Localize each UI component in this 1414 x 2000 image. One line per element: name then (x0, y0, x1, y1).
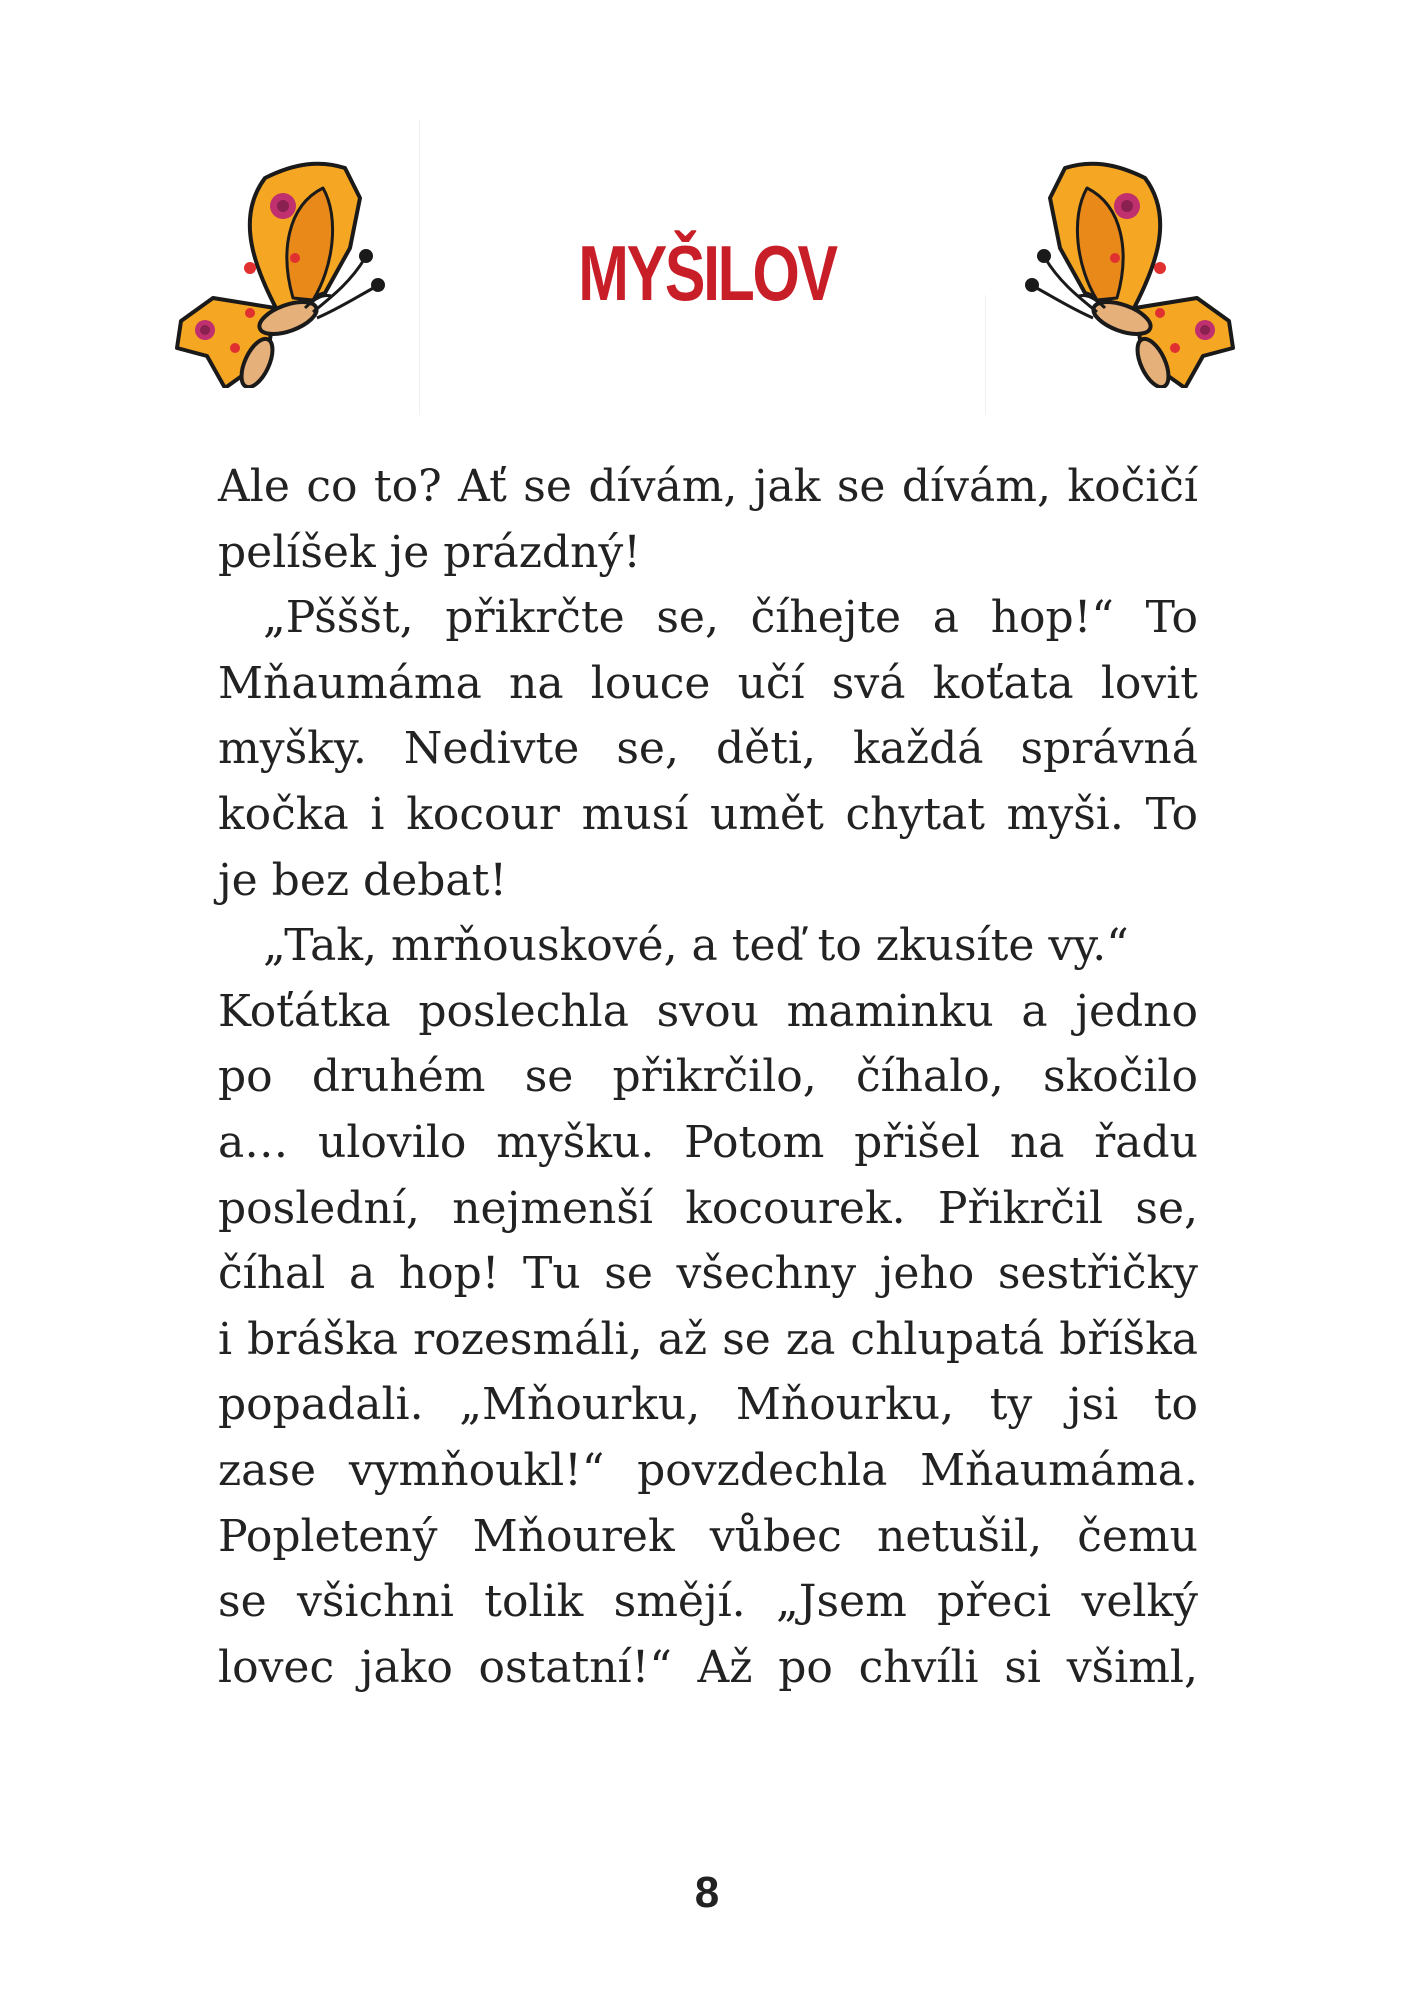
page-number: 8 (694, 1868, 720, 1917)
text-line: lovec jako ostatní!“ Až po chvíli si všiml, (218, 1641, 1198, 1693)
text-line: „Pšššt, přikrčte se, číhejte a hop!“ To (263, 592, 1198, 644)
text-line: Mňaumáma na louce učí svá koťata lovit (218, 657, 1198, 709)
text-line: a… ulovilo myšku. Potom přišel na řadu (218, 1116, 1198, 1168)
text-line: pelíšek je prázdný! (218, 526, 641, 578)
text-line: číhal a hop! Tu se všechny jeho sestřičky (218, 1248, 1198, 1300)
text-line: Popletený Mňourek vůbec netušil, čemu (218, 1510, 1198, 1562)
text-line: poslední, nejmenší kocourek. Přikrčil se, (218, 1182, 1198, 1234)
text-line: „Tak, mrňouskové, a teď to zkusíte vy.“ (263, 920, 1129, 972)
text-line: popadali. „Mňourku, Mňourku, ty jsi to (218, 1379, 1198, 1431)
text-line: kočka i kocour musí umět chytat myši. To (218, 788, 1198, 840)
butterfly-icon-right (1005, 158, 1255, 388)
text-line: myšky. Nedivte se, děti, každá správná (218, 723, 1198, 775)
text-line: i bráška rozesmáli, až se za chlupatá bříška (218, 1313, 1198, 1365)
text-line: je bez debat! (218, 854, 508, 906)
text-line: Koťátka poslechla svou maminku a jedno (218, 985, 1198, 1037)
text-line: zase vymňoukl!“ povzdechla Mňaumáma. (218, 1444, 1198, 1496)
chapter-title: MYŠILOV (578, 229, 836, 317)
text-line: Ale co to? Ať se dívám, jak se dívám, kočičí (218, 461, 1198, 512)
story-text (218, 454, 1198, 1700)
text-line: se všichni tolik smějí. „Jsem přeci velký (218, 1576, 1198, 1628)
text-line: po druhém se přikrčilo, číhalo, skočilo (218, 1051, 1198, 1103)
